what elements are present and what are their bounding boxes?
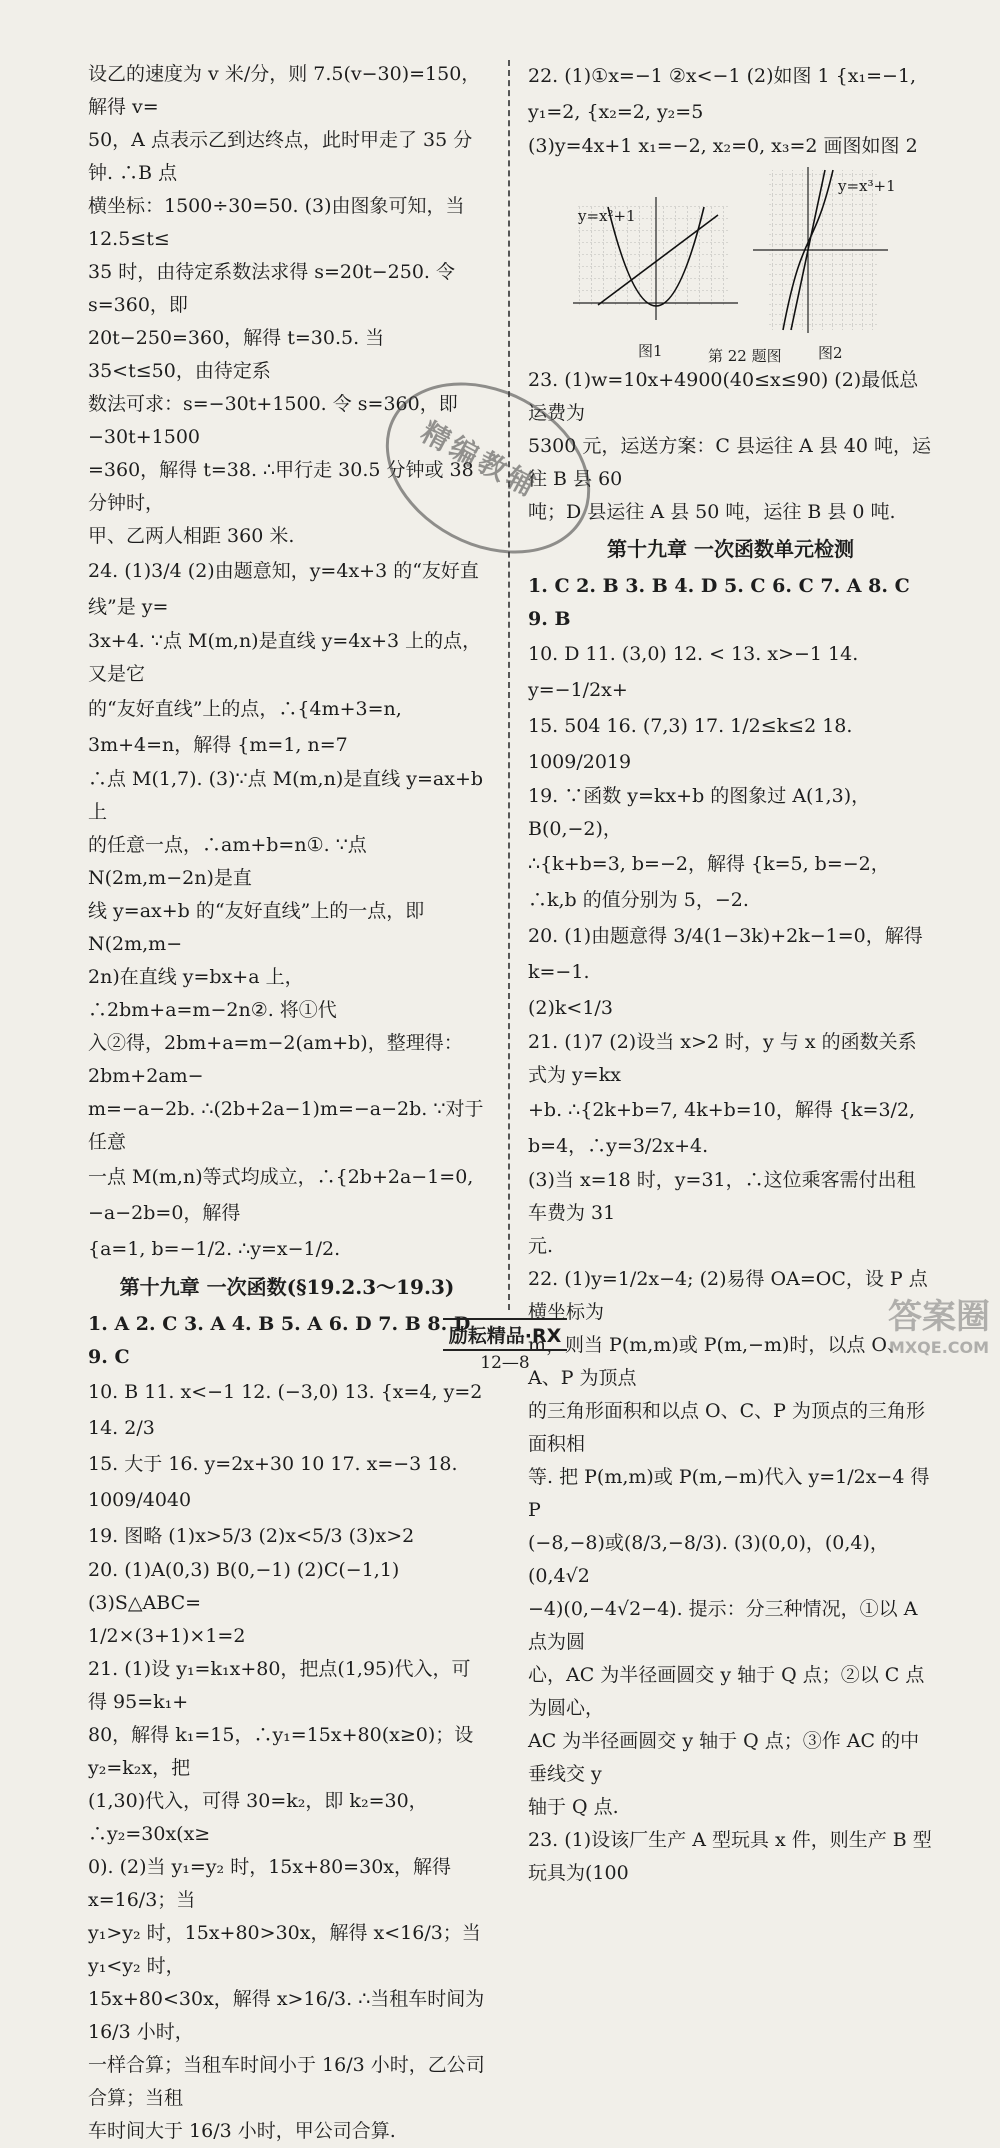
answer-line: 15x+80<30x，解得 x>16/3. ∴当租车时间为 16/3 小时，: [88, 1988, 485, 2043]
answer-line: +b. ∴{2k+b=7, 4k+b=10，解得 {k=3/2, b=4，∴y=3/2x+4.: [528, 1099, 916, 1157]
answer-line: y₁>y₂ 时，15x+80>30x，解得 x<16/3；当 y₁<y₂ 时，: [88, 1922, 481, 1977]
fig2-caption: 图2: [818, 344, 843, 362]
text-line: 50，A 点表示乙到达终点，此时甲走了 35 分钟. ∴B 点: [88, 129, 473, 184]
answer-line: 19. ∵函数 y=kx+b 的图象过 A(1,3)，B(0,−2)，: [528, 785, 871, 840]
text-line: (3)y=4x+1 x₁=−2, x₂=0, x₃=2 画图如图 2: [528, 135, 918, 157]
answer-line: 心，AC 为半径画圆交 y 轴于 Q 点；②以 C 点为圆心，: [528, 1664, 925, 1719]
answer-line: 21. (1)设 y₁=k₁x+80，把点(1,95)代入，可得 95=k₁+: [88, 1658, 471, 1713]
answer-line: 23. (1)设该厂生产 A 型玩具 x 件，则生产 B 型玩具为(100: [528, 1829, 932, 1884]
answer-line: (3)当 x=18 时，y=31，∴这位乘客需付出租车费为 31: [528, 1169, 916, 1224]
text-line: 24. (1)3/4 (2)由题意知，y=4x+3 的“友好直线”是 y=: [88, 560, 479, 618]
figure-22: [528, 165, 933, 365]
text-line: 的“友好直线”上的点，∴{4m+3=n, 3m+4=n，解得 {m=1, n=7: [88, 698, 402, 756]
text-line: 23. (1)w=10x+4900(40≤x≤90) (2)最低总运费为: [528, 369, 919, 424]
stamp-text: 精编教辅: [415, 415, 545, 505]
answer-line: m，则当 P(m,m)或 P(m,−m)时，以点 O、A、P 为顶点: [528, 1334, 906, 1389]
answer-line: 1/2×(3+1)×1=2: [88, 1625, 246, 1647]
text-line: =360，解得 t=38. ∴甲行走 30.5 分钟或 38 分钟时，: [88, 459, 474, 514]
text-line: 设乙的速度为 v 米/分，则 7.5(v−30)=150，解得 v=: [88, 63, 481, 118]
text-line: 甲、乙两人相距 360 米.: [88, 525, 295, 547]
answer-line: 1. C 2. B 3. B 4. D 5. C 6. C 7. A 8. C 9. B: [528, 575, 910, 630]
left-column: [88, 58, 486, 2148]
text-line: 横坐标：1500÷30=50. (3)由图象可知，当 12.5≤t≤: [88, 195, 465, 250]
watermark-text: 答案圈: [888, 1297, 990, 1337]
text-line: {a=1, b=−1/2. ∴y=x−1/2.: [88, 1238, 341, 1260]
page-number: 12—8: [480, 1353, 530, 1373]
answer-line: AC 为半径画圆交 y 轴于 Q 点；③作 AC 的中垂线交 y: [528, 1730, 920, 1785]
text-line: 数法可求：s=−30t+1500. 令 s=360，即 −30t+1500: [88, 393, 458, 448]
text-line: 线 y=ax+b 的“友好直线”上的一点，即 N(2m,m−: [88, 900, 425, 955]
text-line: 入②得，2bm+a=m−2(am+b)，整理得：2bm+2am−: [88, 1032, 463, 1087]
text-line: 3x+4. ∵点 M(m,n)是直线 y=4x+3 上的点，又是它: [88, 630, 482, 685]
watermark-logo: [888, 1289, 990, 1357]
answer-line: 20. (1)由题意得 3/4(1−3k)+2k−1=0，解得 k=−1.: [528, 925, 923, 983]
section-heading: 第十九章 一次函数(§19.2.3～19.3): [119, 1275, 455, 1299]
answer-line: −4)(0,−4√2−4). 提示：分三种情况，①以 A 点为圆: [528, 1598, 918, 1653]
fig1-caption: 图1: [638, 342, 663, 360]
figure-title: 第 22 题图: [708, 347, 782, 365]
answer-line: 19. 图略 (1)x>5/3 (2)x<5/3 (3)x>2: [88, 1525, 415, 1547]
answer-line: (2)k<1/3: [528, 997, 613, 1019]
answer-line: (1,30)代入，可得 30=k₂，即 k₂=30，∴y₂=30x(x≥: [88, 1790, 428, 1845]
text-line: ∴点 M(1,7). (3)∵点 M(m,n)是直线 y=ax+b 上: [88, 768, 484, 823]
text-line: 35 时，由待定系数法求得 s=20t−250. 令 s=360，即: [88, 261, 456, 316]
text-line: m=−a−2b. ∴(2b+2a−1)m=−a−2b. ∵对于任意: [88, 1098, 484, 1153]
answer-line: (−8,−8)或(8/3,−8/3). (3)(0,0)，(0,4)，(0,4√2: [528, 1532, 889, 1587]
answer-line: 15. 大于 16. y=2x+30 10 17. x=−3 18. 1009/4040: [88, 1453, 458, 1511]
answer-line: 元.: [528, 1235, 554, 1257]
answer-line: 22. (1)y=1/2x−4; (2)易得 OA=OC，设 P 点横坐标为: [528, 1268, 928, 1323]
answer-line: ∴{k+b=3, b=−2，解得 {k=5, b=−2，∴k,b 的值分别为 5，−2.: [528, 853, 890, 911]
answer-line: 20. (1)A(0,3) B(0,−1) (2)C(−1,1) (3)S△ABC=: [88, 1559, 400, 1614]
text-line: 20t−250=360，解得 t=30.5. 当 35<t≤50，由待定系: [88, 327, 385, 382]
answer-line: 10. D 11. (3,0) 12. < 13. x>−1 14. y=−1/2x+: [528, 643, 859, 701]
answer-line: 0). (2)当 y₁=y₂ 时，15x+80=30x，解得 x=16/3；当: [88, 1856, 451, 1911]
section-heading: 第十九章 一次函数单元检测: [607, 537, 854, 561]
answer-line: 等. 把 P(m,m)或 P(m,−m)代入 y=1/2x−4 得 P: [528, 1466, 930, 1521]
answer-line: 的三角形面积和以点 O、C、P 为顶点的三角形面积相: [528, 1400, 925, 1455]
answer-line: 10. B 11. x<−1 12. (−3,0) 13. {x=4, y=2 14. 2/3: [88, 1381, 483, 1439]
text-line: 的任意一点，∴am+b=n①. ∵点 N(2m,m−2n)是直: [88, 834, 367, 889]
answer-line: 21. (1)7 (2)设当 x>2 时，y 与 x 的函数关系式为 y=kx: [528, 1031, 917, 1086]
watermark-url: MXQE.COM: [888, 1338, 990, 1357]
text-line: 2n)在直线 y=bx+a 上，∴2bm+a=m−2n②. 将①代: [88, 966, 337, 1021]
column-divider: [508, 60, 510, 1310]
right-column: [528, 58, 933, 1890]
brand-logo: 励耘精品·RX: [443, 1318, 568, 1351]
answer-line: 15. 504 16. (7,3) 17. 1/2≤k≤2 18. 1009/2019: [528, 715, 853, 773]
answer-line: 轴于 Q 点.: [528, 1796, 619, 1818]
text-line: 一点 M(m,n)等式均成立，∴{2b+2a−1=0, −a−2b=0，解得: [88, 1166, 474, 1224]
text-line: 吨；D 县运往 A 县 50 吨，运往 B 县 0 吨.: [528, 501, 896, 523]
fig1-equation: y=x²+1: [578, 207, 636, 225]
text-line: 22. (1)①x=−1 ②x<−1 (2)如图 1 {x₁=−1, y₁=2, {x₂=2, y₂=5: [528, 65, 917, 123]
fig2-equation: y=x³+1: [838, 177, 896, 195]
text-line: 5300 元，运送方案：C 县运往 A 县 40 吨，运往 B 县 60: [528, 435, 932, 490]
answer-line: 一样合算；当租车时间小于 16/3 小时，乙公司合算；当租: [88, 2054, 485, 2109]
answer-line: 车时间大于 16/3 小时，甲公司合算.: [88, 2120, 396, 2142]
answer-line: 80，解得 k₁=15，∴y₁=15x+80(x≥0)；设 y₂=k₂x，把: [88, 1724, 474, 1779]
answer-line: 1. A 2. C 3. A 4. B 5. A 6. D 7. B 8. D 9. C: [88, 1313, 471, 1368]
